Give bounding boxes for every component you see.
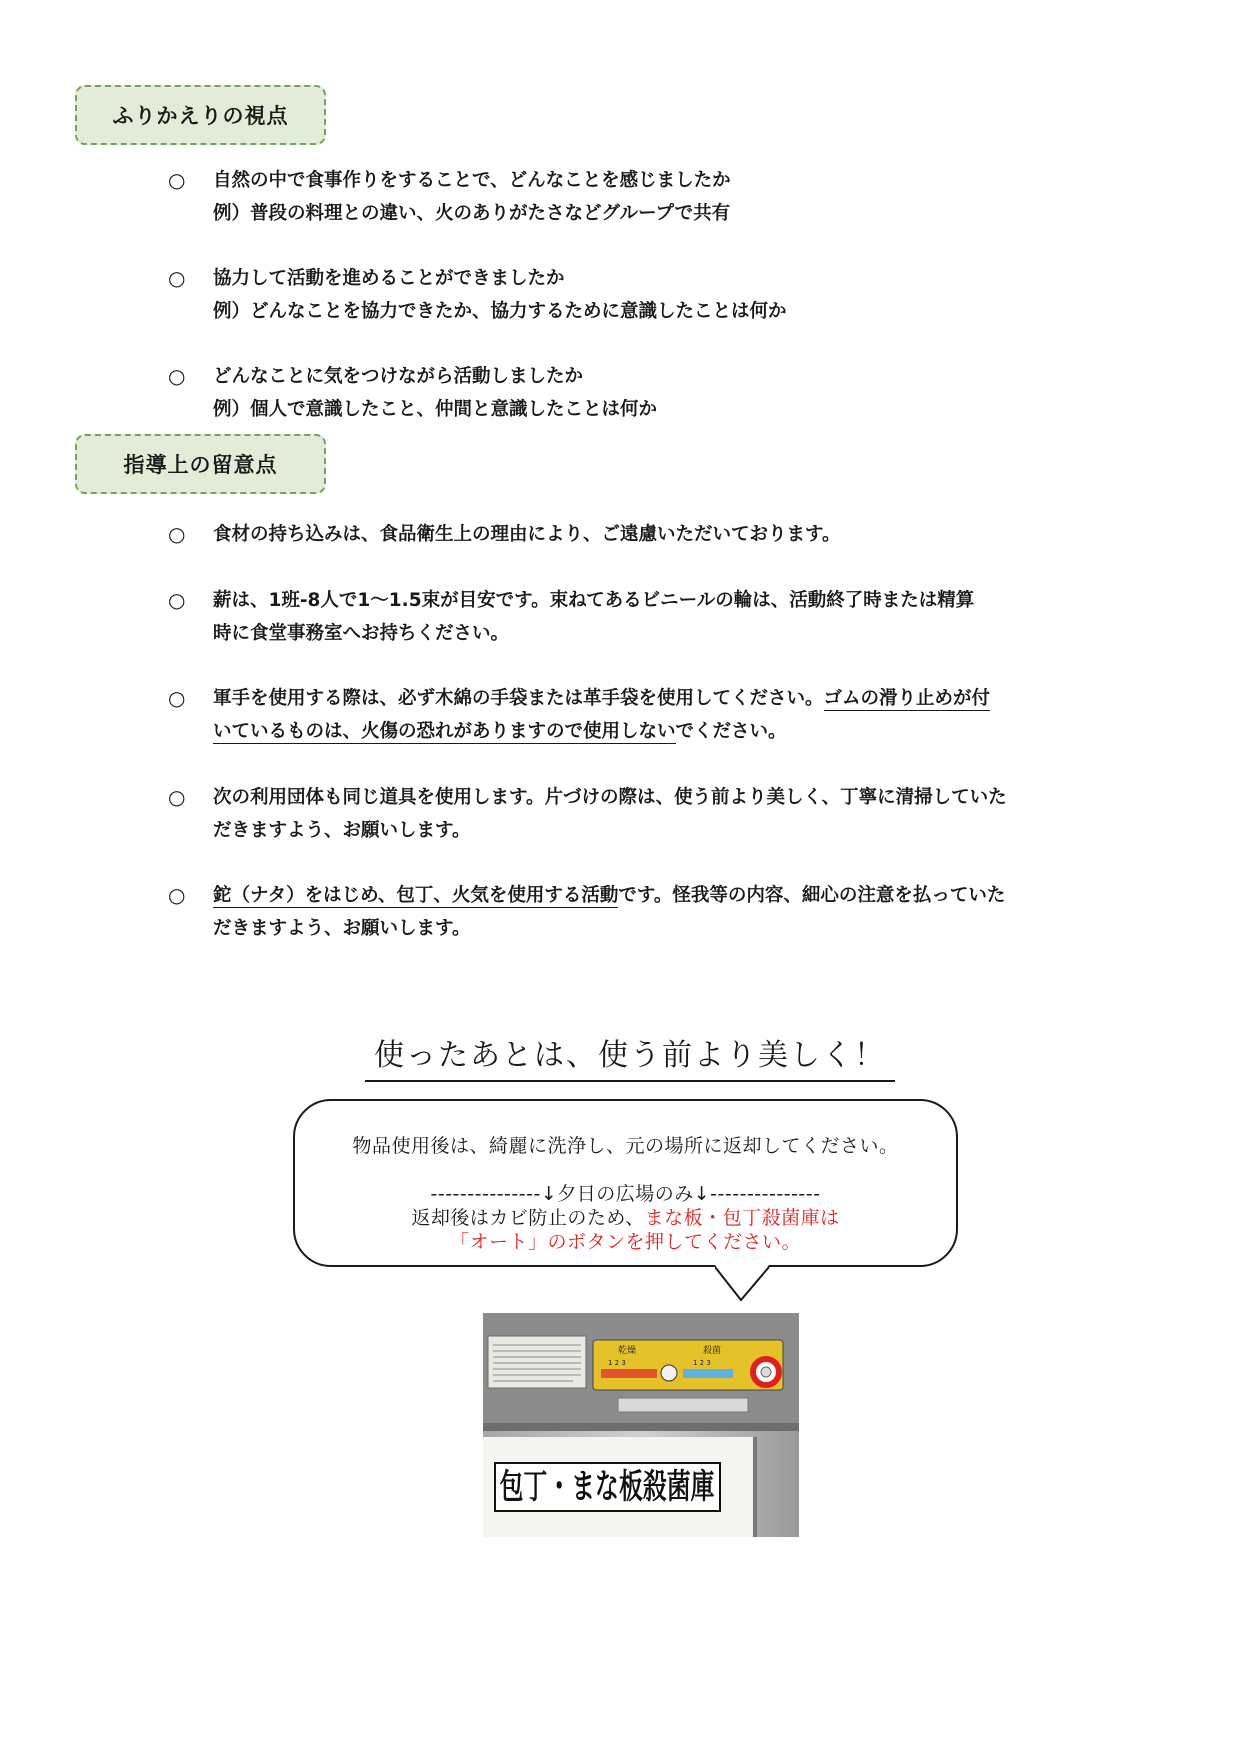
circle-bullet: ○ xyxy=(168,588,186,612)
section-title: 指導上の留意点 xyxy=(123,453,278,477)
section-header-reflection xyxy=(75,85,326,145)
bubble-tail xyxy=(715,1265,775,1303)
panel-digits: 1 2 3 xyxy=(693,1359,711,1367)
sterilizer-sign-text: 包丁・まな板殺菌庫 xyxy=(499,1467,715,1507)
item-text: 薪は、1班-8人で1～1.5束が目安です。束ねてあるビニールの輪は、活動終了時または精算 xyxy=(213,590,975,611)
item-text: 協力して活動を進めることができましたか xyxy=(213,268,565,289)
bubble-text: 物品使用後は、綺麗に洗浄し、元の場所に返却してください。 xyxy=(352,1135,899,1157)
section-title: ふりかえりの視点 xyxy=(112,104,289,128)
panel-label: 殺菌 xyxy=(703,1346,722,1356)
list-item xyxy=(168,584,1088,650)
panel-digits: 1 2 3 xyxy=(608,1359,626,1367)
list-item xyxy=(168,164,1088,230)
item-text: 次の利用団体も同じ道具を使用します。片づけの際は、使う前より美しく、丁寧に清掃していた xyxy=(213,787,1007,808)
circle-bullet: ○ xyxy=(168,686,186,710)
sterilizer-photo xyxy=(483,1313,799,1537)
bubble-text-black: 返却後はカビ防止のため、 xyxy=(411,1207,645,1229)
circle-bullet: ○ xyxy=(168,883,186,907)
list-item xyxy=(168,682,1088,748)
circle-bullet: ○ xyxy=(168,168,186,192)
item-text: だきますよう、お願いします。 xyxy=(213,820,471,841)
underlined-text: 鉈（ナタ）をはじめ、包丁、火気を使用する活動 xyxy=(213,885,619,906)
speech-bubble xyxy=(293,1099,958,1267)
item-text: 食材の持ち込みは、食品衛生上の理由により、ご遠慮いただいております。 xyxy=(213,524,841,545)
bubble-text-red: 「オート」のボタンを押してください。 xyxy=(449,1231,801,1253)
circle-bullet: ○ xyxy=(168,266,186,290)
sterilizer-illustration xyxy=(483,1313,799,1537)
bubble-text-red: まな板・包丁殺菌庫は xyxy=(644,1207,840,1229)
circle-bullet: ○ xyxy=(168,785,186,809)
item-text: 時に食堂事務室へお持ちください。 xyxy=(213,623,510,644)
item-text: だきますよう、お願いします。 xyxy=(213,918,471,939)
circle-bullet: ○ xyxy=(168,364,186,388)
item-example: 例）普段の料理との違い、火のありがたさなどグループで共有 xyxy=(213,203,731,224)
list-item xyxy=(168,518,1088,551)
list-item xyxy=(168,360,1088,426)
item-example: 例）どんなことを協力できたか、協力するために意識したことは何か xyxy=(213,301,787,322)
item-text: どんなことに気をつけながら活動しましたか xyxy=(213,366,584,387)
item-text: です。怪我等の内容、細心の注意を払っていた xyxy=(618,885,1006,906)
list-item xyxy=(168,879,1088,945)
underlined-text: ゴムの滑り止めが付 xyxy=(823,688,991,709)
list-item xyxy=(168,262,1088,328)
item-example: 例）個人で意識したこと、仲間と意識したことは何か xyxy=(213,399,658,420)
panel-label: 乾燥 xyxy=(618,1346,637,1356)
item-text: 軍手を使用する際は、必ず木綿の手袋または革手袋を使用してください。 xyxy=(213,688,824,709)
item-text: でください。 xyxy=(675,721,787,742)
list-item xyxy=(168,781,1088,847)
headline: 使ったあとは、使う前より美しく！ xyxy=(365,1030,895,1082)
circle-bullet: ○ xyxy=(168,522,186,546)
section-header-guidance xyxy=(75,434,326,494)
item-text: 自然の中で食事作りをすることで、どんなことを感じましたか xyxy=(213,170,731,191)
bubble-divider: ---------------↓夕日の広場のみ↓--------------- xyxy=(430,1183,821,1205)
bubble-text xyxy=(295,1203,956,1230)
underlined-text: いているものは、火傷の恐れがありますので使用しない xyxy=(213,721,676,742)
